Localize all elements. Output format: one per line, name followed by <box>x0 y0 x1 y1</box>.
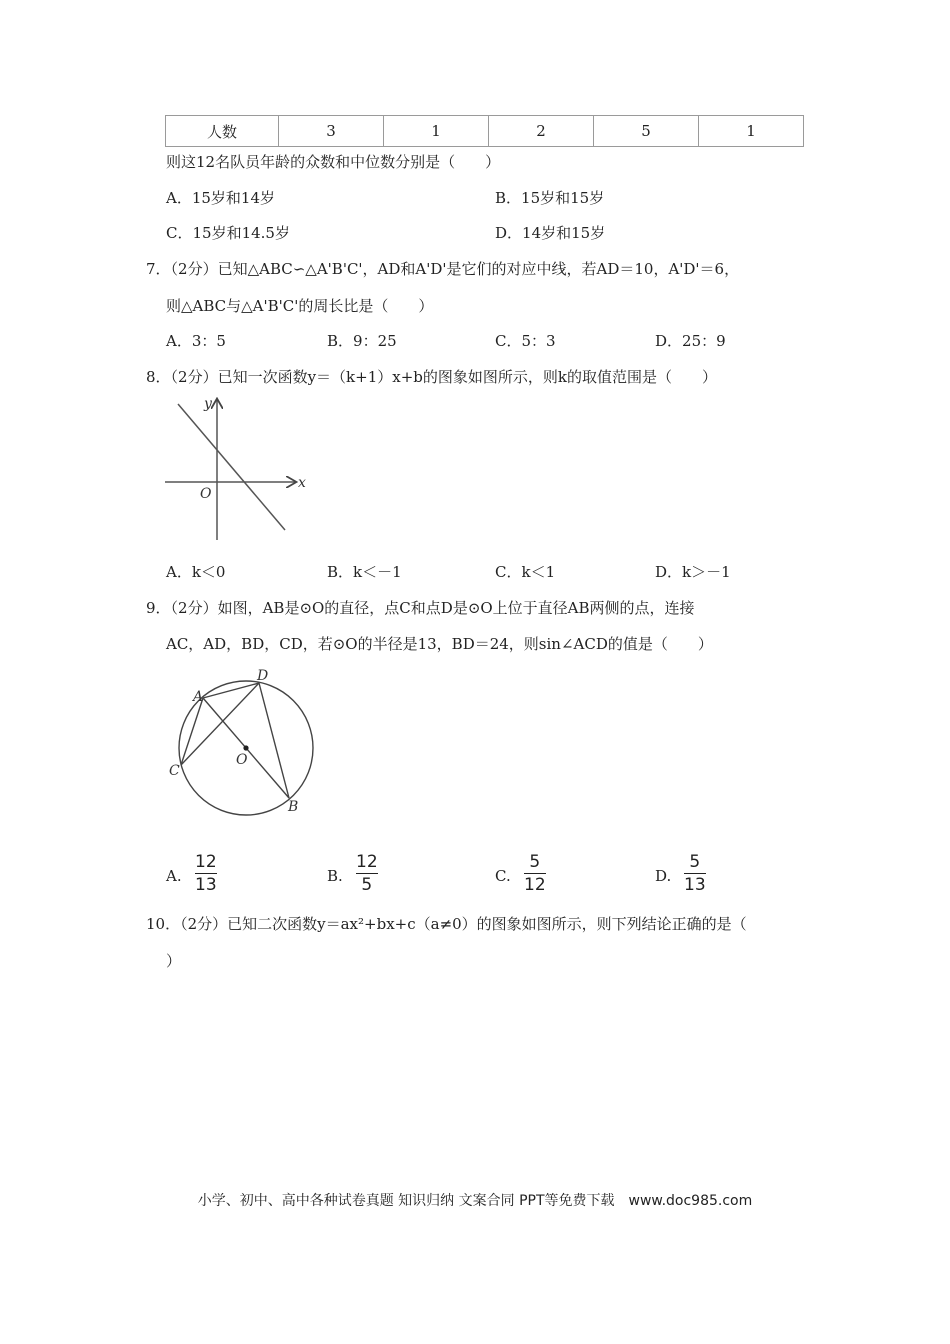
table-row-label: 人数 <box>166 116 279 147</box>
table-cell: 2 <box>489 116 594 147</box>
page-footer: 小学、初中、高中各种试卷真题 知识归纳 文案合同 PPT等免费下载 www.doc985.com <box>197 1193 753 1209</box>
fraction-bar <box>195 873 217 874</box>
q10-question-line2: ） <box>166 952 182 970</box>
q9-question-line2: AC，AD，BD，CD，若⊙O的半径是13，BD＝24，则sin∠ACD的值是（ ） <box>166 635 713 653</box>
q9-option-d-fraction[interactable] <box>684 852 706 895</box>
fraction-bar <box>356 873 378 874</box>
q7-option-b[interactable]: B．9：25 <box>327 332 397 350</box>
numerator: 12 <box>195 852 217 872</box>
point-a-label: A <box>193 689 204 705</box>
q6-option-d[interactable]: D．14岁和15岁 <box>495 224 606 242</box>
q7-question-line1: 7．（2分）已知△ABC∽△A'B'C'，AD和A'D'是它们的对应中线，若AD＝10，A'D'＝6， <box>146 260 740 278</box>
denominator: 13 <box>195 875 217 895</box>
fraction-bar <box>524 873 546 874</box>
q9-circle-figure <box>160 662 320 822</box>
table-cell: 1 <box>699 116 804 147</box>
table-cell: 5 <box>594 116 699 147</box>
q8-option-b[interactable]: B．k＜－1 <box>327 563 402 581</box>
x-axis-label: x <box>298 475 306 491</box>
age-count-table <box>165 115 804 147</box>
q9-question-line1: 9．（2分）如图，AB是⊙O的直径，点C和点D是⊙O上位于直径AB两侧的点，连接 <box>146 599 695 617</box>
point-c-label: C <box>169 763 180 779</box>
q8-option-a[interactable]: A．k＜0 <box>166 563 226 581</box>
q9-option-d-label[interactable]: D. <box>655 867 672 885</box>
q6-option-b[interactable]: B．15岁和15岁 <box>495 189 605 207</box>
table-row <box>166 116 804 147</box>
numerator: 5 <box>689 852 701 872</box>
function-line <box>178 404 285 530</box>
y-axis-label: y <box>204 396 212 412</box>
table-cell: 3 <box>279 116 384 147</box>
q8-option-d[interactable]: D．k＞－1 <box>655 563 731 581</box>
table-cell: 1 <box>384 116 489 147</box>
q9-option-a-fraction[interactable] <box>195 852 217 895</box>
q7-question-line2: 则△ABC与△A'B'C'的周长比是（ ） <box>166 297 434 315</box>
q7-option-d[interactable]: D．25：9 <box>655 332 726 350</box>
q6-option-c[interactable]: C．15岁和14.5岁 <box>166 224 290 242</box>
fraction-bar <box>684 873 706 874</box>
q10-question-line1: 10．（2分）已知二次函数y＝ax²+bx+c（a≠0）的图象如图所示，则下列结论正确的是（ <box>146 915 747 933</box>
numerator: 5 <box>529 852 541 872</box>
denominator: 13 <box>684 875 706 895</box>
q9-option-c-label[interactable]: C. <box>495 867 511 885</box>
denominator: 5 <box>361 875 373 895</box>
q6-question: 则这12名队员年龄的众数和中位数分别是（ ） <box>166 153 501 171</box>
q7-option-a[interactable]: A．3：5 <box>166 332 226 350</box>
center-point <box>243 745 248 750</box>
point-d-label: D <box>257 668 269 684</box>
q8-question: 8．（2分）已知一次函数y＝（k+1）x+b的图象如图所示，则k的取值范围是（ ） <box>146 368 717 386</box>
q9-option-b-label[interactable]: B. <box>327 867 343 885</box>
q8-line-graph <box>160 392 310 544</box>
q9-option-b-fraction[interactable] <box>356 852 378 895</box>
q6-option-a[interactable]: A．15岁和14岁 <box>166 189 276 207</box>
point-b-label: B <box>288 799 299 815</box>
q8-option-c[interactable]: C．k＜1 <box>495 563 556 581</box>
point-o-label: O <box>236 752 248 768</box>
q9-option-a-label[interactable]: A. <box>166 867 182 885</box>
denominator: 12 <box>524 875 546 895</box>
origin-label: O <box>200 486 212 502</box>
q9-option-c-fraction[interactable] <box>524 852 546 895</box>
q7-option-c[interactable]: C．5：3 <box>495 332 556 350</box>
numerator: 12 <box>356 852 378 872</box>
